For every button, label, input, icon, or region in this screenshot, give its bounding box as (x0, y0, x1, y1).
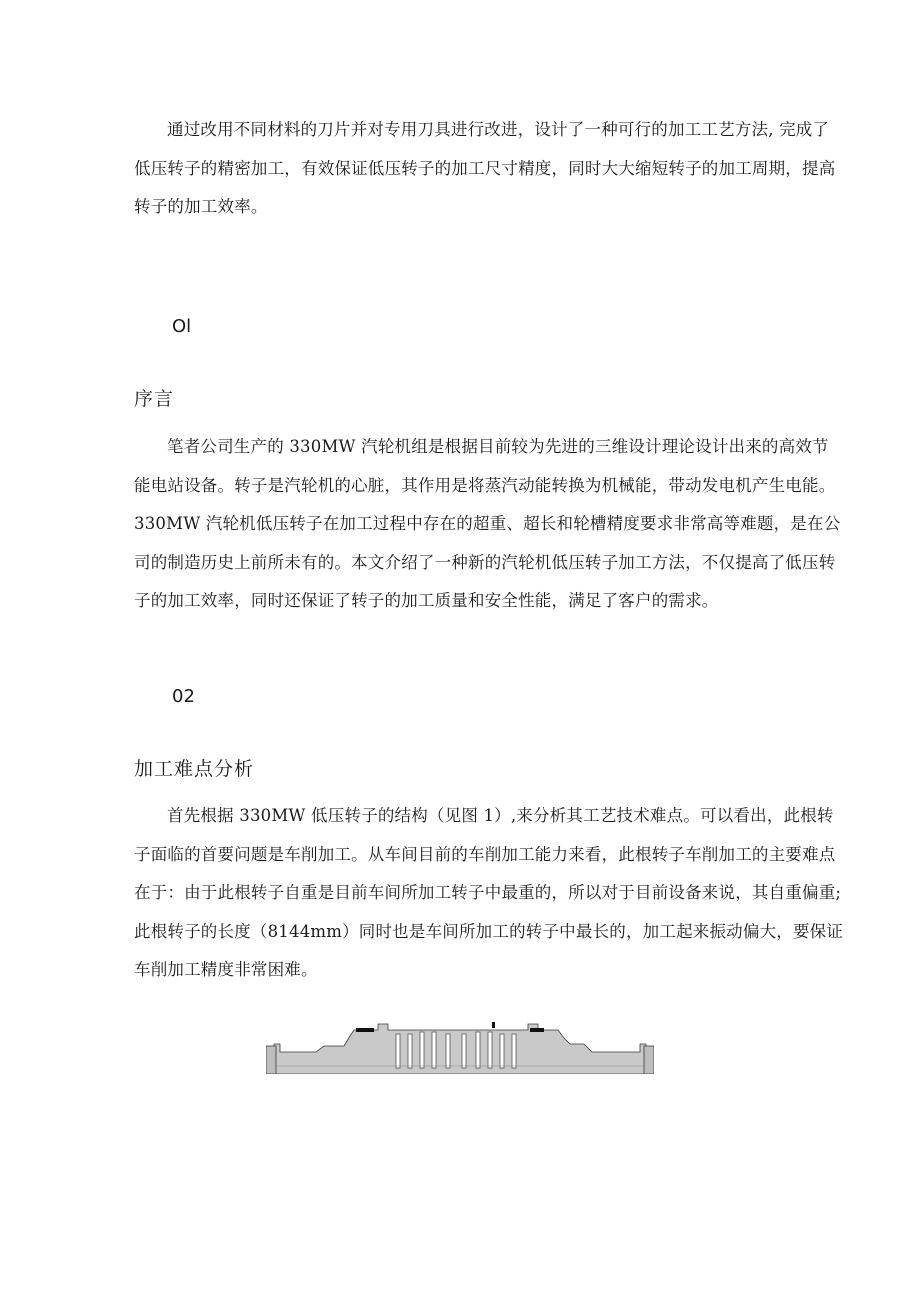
section-heading: 序言 (134, 388, 175, 410)
text-line: 车削加工精度非常困难。 (134, 960, 318, 979)
section-number: Ol (172, 316, 192, 337)
text-line: 通过改用不同材料的刀片并对专用刀具进行改进，设计了一种可行的加工工艺方法, 完成了 (167, 120, 830, 139)
rotor-profile (266, 1024, 654, 1074)
text-line: 司的制造历史上前所未有的。本文介绍了一种新的汽轮机低压转子加工方法，不仅提高了低压转 (134, 552, 836, 572)
section-heading: 加工难点分析 (134, 758, 255, 780)
text-line: 子面临的首要问题是车削加工。从车间目前的车削加工能力来看，此根转子车削加工的主要难点 (134, 844, 836, 864)
text-line: 低压转子的精密加工，有效保证低压转子的加工尺寸精度，同时大大缩短转子的加工周期，提高 (134, 158, 836, 178)
text-line: 首先根据 330MW 低压转子的结构（见图 1）,来分析其工艺技术难点。可以看出，此根转 (167, 806, 834, 825)
rotor-figure (266, 1022, 654, 1074)
section-number: 02 (172, 686, 195, 707)
text-line: 此根转子的长度（8144mm）同时也是车间所加工的转子中最长的，加工起来振动偏大，要保证 (134, 921, 844, 941)
text-line: 笔者公司生产的 330MW 汽轮机组是根据目前较为先进的三维设计理论设计出来的高效节 (167, 437, 829, 456)
text-line: 在于：由于此根转子自重是目前车间所加工转子中最重的，所以对于目前设备来说，其自重偏重; (134, 883, 842, 902)
text-line: 转子的加工效率。 (134, 197, 268, 216)
intro-paragraph (134, 111, 836, 227)
text-line: 330MW 汽轮机低压转子在加工过程中存在的超重、超长和轮槽精度要求非常高等难题，是在公 (134, 514, 841, 533)
text-line: 能电站设备。转子是汽轮机的心脏，其作用是将蒸汽动能转换为机械能，带动发电机产生电能。 (134, 475, 836, 495)
text-line: 子的加工效率，同时还保证了转子的加工质量和安全性能，满足了客户的需求。 (134, 591, 719, 610)
difficulty-paragraph (134, 797, 844, 990)
preface-paragraph (134, 428, 841, 621)
